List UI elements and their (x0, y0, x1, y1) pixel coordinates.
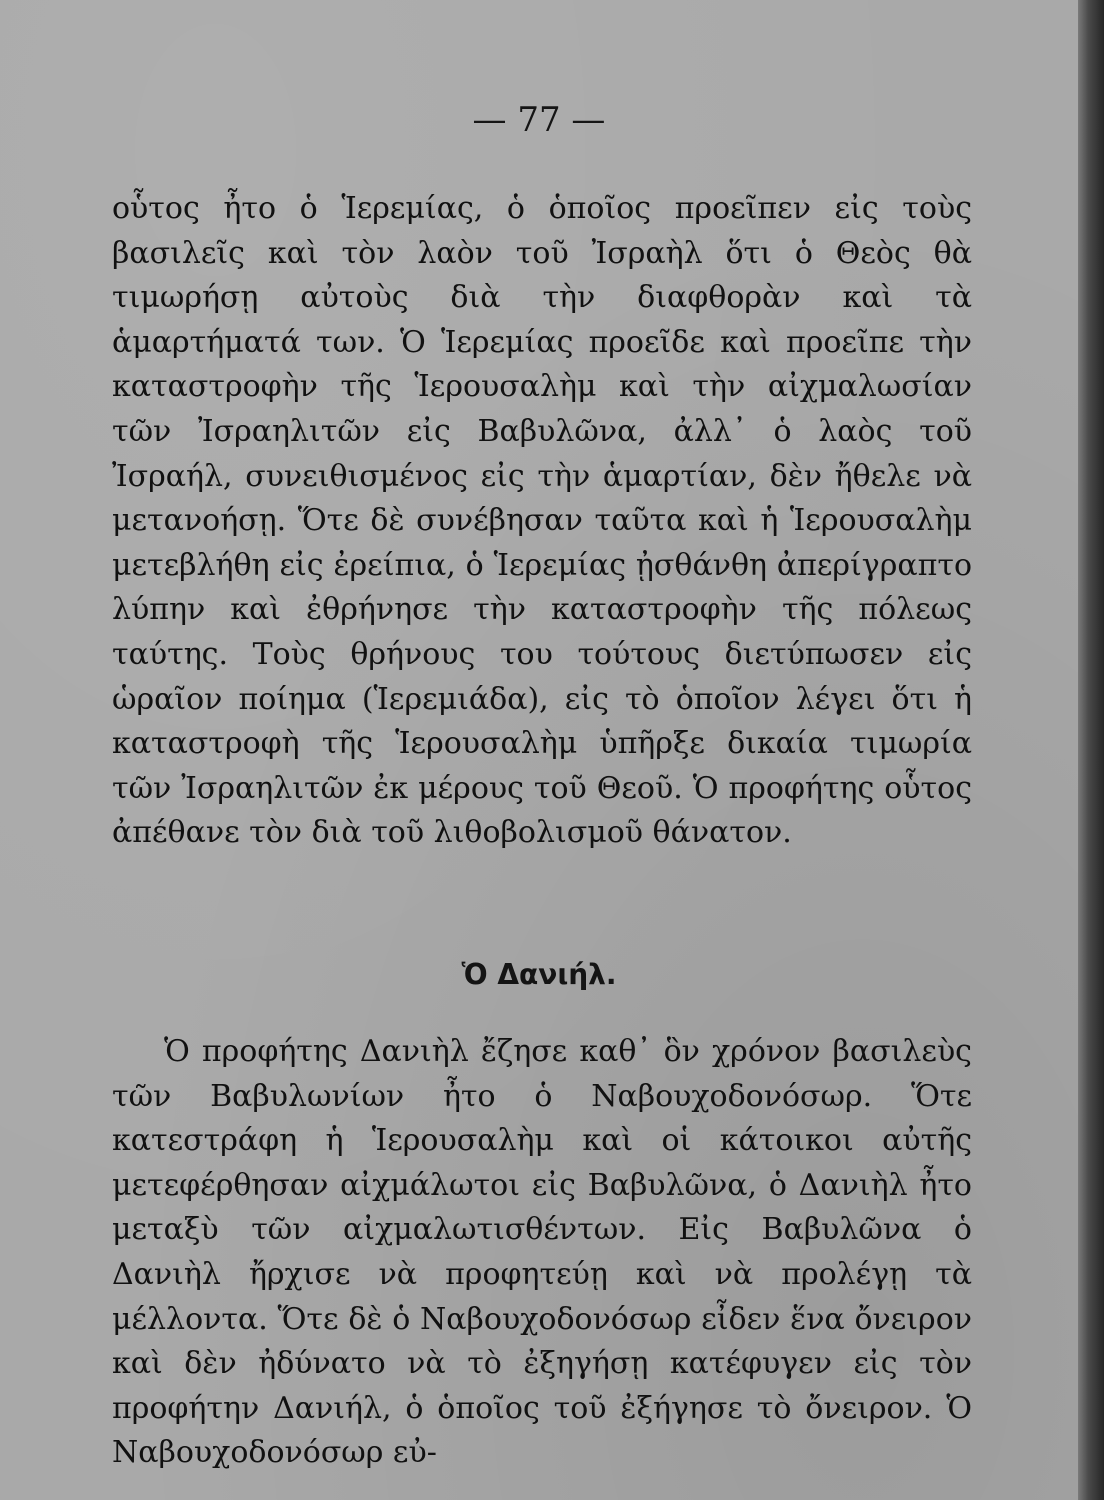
section-heading-daniel: Ὁ Δανιήλ. (461, 958, 617, 991)
paragraph-daniel: Ὁ προφήτης Δανιὴλ ἔζησε καθ᾽ ὃν χρόνον βασιλεὺς τῶν Βαβυλωνίων ἦτο ὁ Ναβουχοδονόσωρ. Ὅτε κατεστράφη ἡ Ἱερουσαλὴμ καὶ οἱ κάτοικοι αὐτῆς μετεφέρθησαν αἰχμάλωτοι εἰς Βαβυλῶνα, ὁ Δανιὴλ ἦτο μεταξὺ τῶν αἰχμαλωτισθέντων. Εἰς Βαβυλῶνα ὁ Δανιὴλ ἤρχισε νὰ προφητεύῃ καὶ νὰ προλέγῃ τὰ μέλλοντα. Ὅτε δὲ ὁ Ναβουχοδονόσωρ εἶδεν ἕνα ὄνειρον καὶ δὲν ἠδύνατο νὰ τὸ ἐξηγήσῃ κατέφυγεν εἰς τὸν προφήτην Δανιήλ, ὁ ὁποῖος τοῦ ἐξήγησε τὸ ὄνειρον. Ὁ Ναβουχοδονόσωρ εὐ- (112, 1034, 972, 1471)
page-number: — 77 — (472, 100, 606, 140)
paragraph-jeremiah: οὗτος ἦτο ὁ Ἱερεμίας, ὁ ὁποῖος προεῖπεν εἰς τοὺς βασιλεῖς καὶ τὸν λαὸν τοῦ Ἰσραὴλ ὅτι ὁ Θεὸς θὰ τιμωρήσῃ αὐτοὺς διὰ τὴν διαφθορὰν καὶ τὰ ἁμαρτήματά των. Ὁ Ἱερεμίας προεῖδε καὶ προεῖπε τὴν καταστροφὴν τῆς Ἱερουσαλὴμ καὶ τὴν αἰχμαλωσίαν τῶν Ἰσραηλιτῶν εἰς Βαβυλῶνα, ἀλλ᾽ ὁ λαὸς τοῦ Ἰσραήλ, συνειθισμένος εἰς τὴν ἁμαρτίαν, δὲν ἤθελε νὰ μετανοήσῃ. Ὅτε δὲ συνέβησαν ταῦτα καὶ ἡ Ἱερουσαλὴμ μετεβλήθη εἰς ἐρείπια, ὁ Ἱερεμίας ᾐσθάνθη ἀπερίγραπτο λύπην καὶ ἐθρήνησε τὴν καταστροφὴν τῆς πόλεως ταύτης. Τοὺς θρήνους του τούτους διετύπωσεν εἰς ὡραῖον ποίημα (Ἱερεμιάδα), εἰς τὸ ὁποῖον λέγει ὅτι ἡ καταστροφὴ τῆς Ἱερουσαλὴμ ὑπῆρξε δικαία τιμωρία τῶν Ἰσραηλιτῶν ἐκ μέρους τοῦ Θεοῦ. Ὁ προφήτης οὗτος ἀπέθανε τὸν διὰ τοῦ λιθοβολισμοῦ θάνατον. (112, 191, 972, 851)
book-binding-edge (1078, 0, 1104, 1500)
